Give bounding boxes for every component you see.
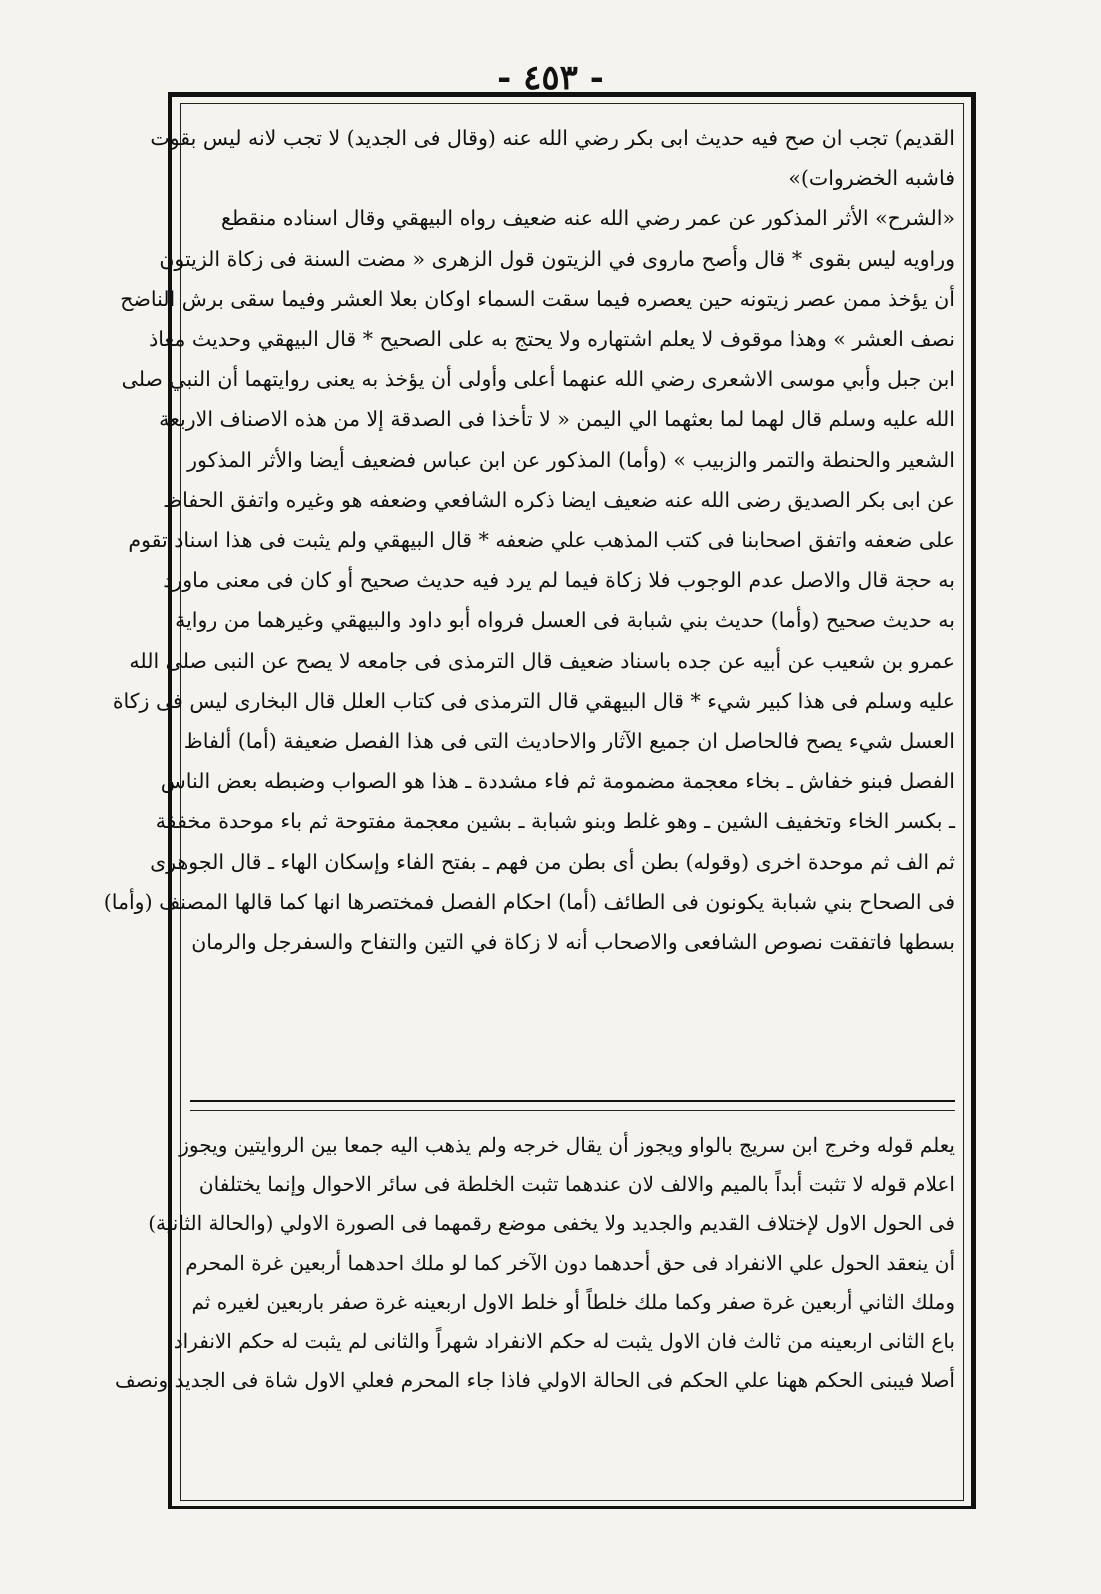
main-line: العسل شيء يصح فالحاصل ان جميع الآثار والاحاديث التى فى هذا الفصل ضعيفة (أما) ألفاظ xyxy=(183,729,955,754)
main-line: وراويه ليس بقوى * قال وأصح ماروى في الزيتون قول الزهرى « مضت السنة فى زكاة الزيتون xyxy=(159,246,955,271)
note-line: وملك الثاني أربعين غرة صفر وكما ملك خلطاً أو خلط الاول اربعينه غرة صفر باربعين لغيره ثم xyxy=(191,1289,955,1314)
main-line: «الشرح» الأثر المذكور عن عمر رضي الله عنه ضعيف رواه البيهقي وقال اسناده منقطع xyxy=(221,206,955,231)
main-line: به حجة قال والاصل عدم الوجوب فلا زكاة فيما لم يرد فيه حديث صحيح أو كان فى معنى ماورد xyxy=(163,568,955,593)
main-line: عن ابى بكر الصديق رضى الله عنه ضعيف ايضا ذكره الشافعي وضعفه هو وغيره واتفق الحفاظ xyxy=(163,487,955,512)
section-divider-thick xyxy=(190,1100,955,1102)
page-number: - ٤٥٣ - xyxy=(497,58,604,98)
main-line: بسطها فاتفقت نصوص الشافعى والاصحاب أنه لا زكاة في التين والتفاح والسفرجل والرمان xyxy=(191,930,955,955)
main-text-block xyxy=(103,118,955,1090)
note-line: فى الحول الاول لإختلاف القديم والجديد ولا يخفى موضع رقمهما فى الصورة الاولي (والحالة الثانية) xyxy=(148,1211,955,1236)
main-line: ثم الف ثم موحدة اخرى (وقوله) بطن أى بطن من فهم ـ بفتح الفاء وإسكان الهاء ـ قال الجوهرى xyxy=(150,849,955,874)
notes-text-block xyxy=(114,1126,955,1496)
main-line: نصف العشر » وهذا موقوف لا يعلم اشتهاره ولا يحتج به على الصحيح * قال البيهقي وحديث معاذ xyxy=(149,327,955,352)
main-line: الله عليه وسلم قال لهما لما بعثهما الي اليمن « لا تأخذا فى الصدقة إلا من هذه الاصناف الاربعة xyxy=(159,407,955,432)
note-line: باع الثانى اربعينه من ثالث فان الاول يثبت له حكم الانفراد شهراً والثانى لم يثبت له حكم الانفراد xyxy=(173,1329,955,1354)
main-line: القديم) تجب ان صح فيه حديث ابى بكر رضي الله عنه (وقال فى الجديد) لا تجب لانه ليس بقوت xyxy=(150,126,955,150)
main-line: الشعير والحنطة والتمر والزبيب » (وأما) المذكور عن ابن عباس فضعيف أيضا والأثر المذكور xyxy=(187,447,955,472)
main-line: على ضعفه واتفق اصحابنا فى كتب المذهب علي ضعفه * قال البيهقي ولم يثبت فى هذا اسناد تقوم xyxy=(128,528,955,553)
main-line: ـ بكسر الخاء وتخفيف الشين ـ وهو غلط وبنو شبابة ـ بشين معجمة مفتوحة ثم باء موحدة مخففة xyxy=(155,809,955,834)
main-line: به حديث صحيح (وأما) حديث بني شبابة فى العسل فرواه أبو داود والبيهقي وغيرهما من رواية xyxy=(175,608,955,633)
main-line: الفصل فبنو خفاش ـ بخاء معجمة مضمومة ثم فاء مشددة ـ هذا هو الصواب وضبطه بعض الناس xyxy=(160,769,955,794)
note-line: يعلم قوله وخرج ابن سريج بالواو ويجوز أن يقال خرجه ولم يذهب اليه جمعا بين الروايتين ويجوز xyxy=(179,1133,955,1157)
section-divider-thin xyxy=(190,1110,955,1111)
main-line: ابن جبل وأبي موسى الاشعرى رضي الله عنهما أعلى وأولى أن يؤخذ به يعنى روايتهما أن النبي صلى xyxy=(121,367,955,392)
note-line: اعلام قوله لا تثبت أبداً بالميم والالف لان عندهما تثبت الخلطة فى سائر الاحوال وإنما يختلفان xyxy=(198,1172,955,1197)
main-line: أن يؤخذ ممن عصر زيتونه حين يعصره فيما سقت السماء اوكان بعلا العشر وفيما سقى برش الناضح xyxy=(120,286,955,311)
note-line: أصلا فيبنى الحكم ههنا علي الحكم فى الحالة الاولي فاذا جاء المحرم فعلي الاول شاة فى الجديد ونصف xyxy=(114,1368,955,1393)
note-line: أن ينعقد الحول علي الانفراد فى حق أحدهما دون الآخر كما لو ملك احدهما أربعين غرة المحرم xyxy=(185,1250,955,1275)
main-line: عمرو بن شعيب عن أبيه عن جده باسناد ضعيف قال الترمذى فى جامعه لا يصح عن النبى صلى الله xyxy=(129,648,955,673)
main-line: فى الصحاح بني شبابة يكونون فى الطائف (أما) احكام الفصل فمختصرها انها كما قالها المصنف (وأما) xyxy=(103,889,955,914)
main-line: عليه وسلم فى هذا كبير شيء * قال البيهقي قال الترمذى فى كتاب العلل قال البخارى ليس فى زكاة xyxy=(112,688,955,713)
main-line: فاشبه الخضروات)» xyxy=(788,166,955,191)
